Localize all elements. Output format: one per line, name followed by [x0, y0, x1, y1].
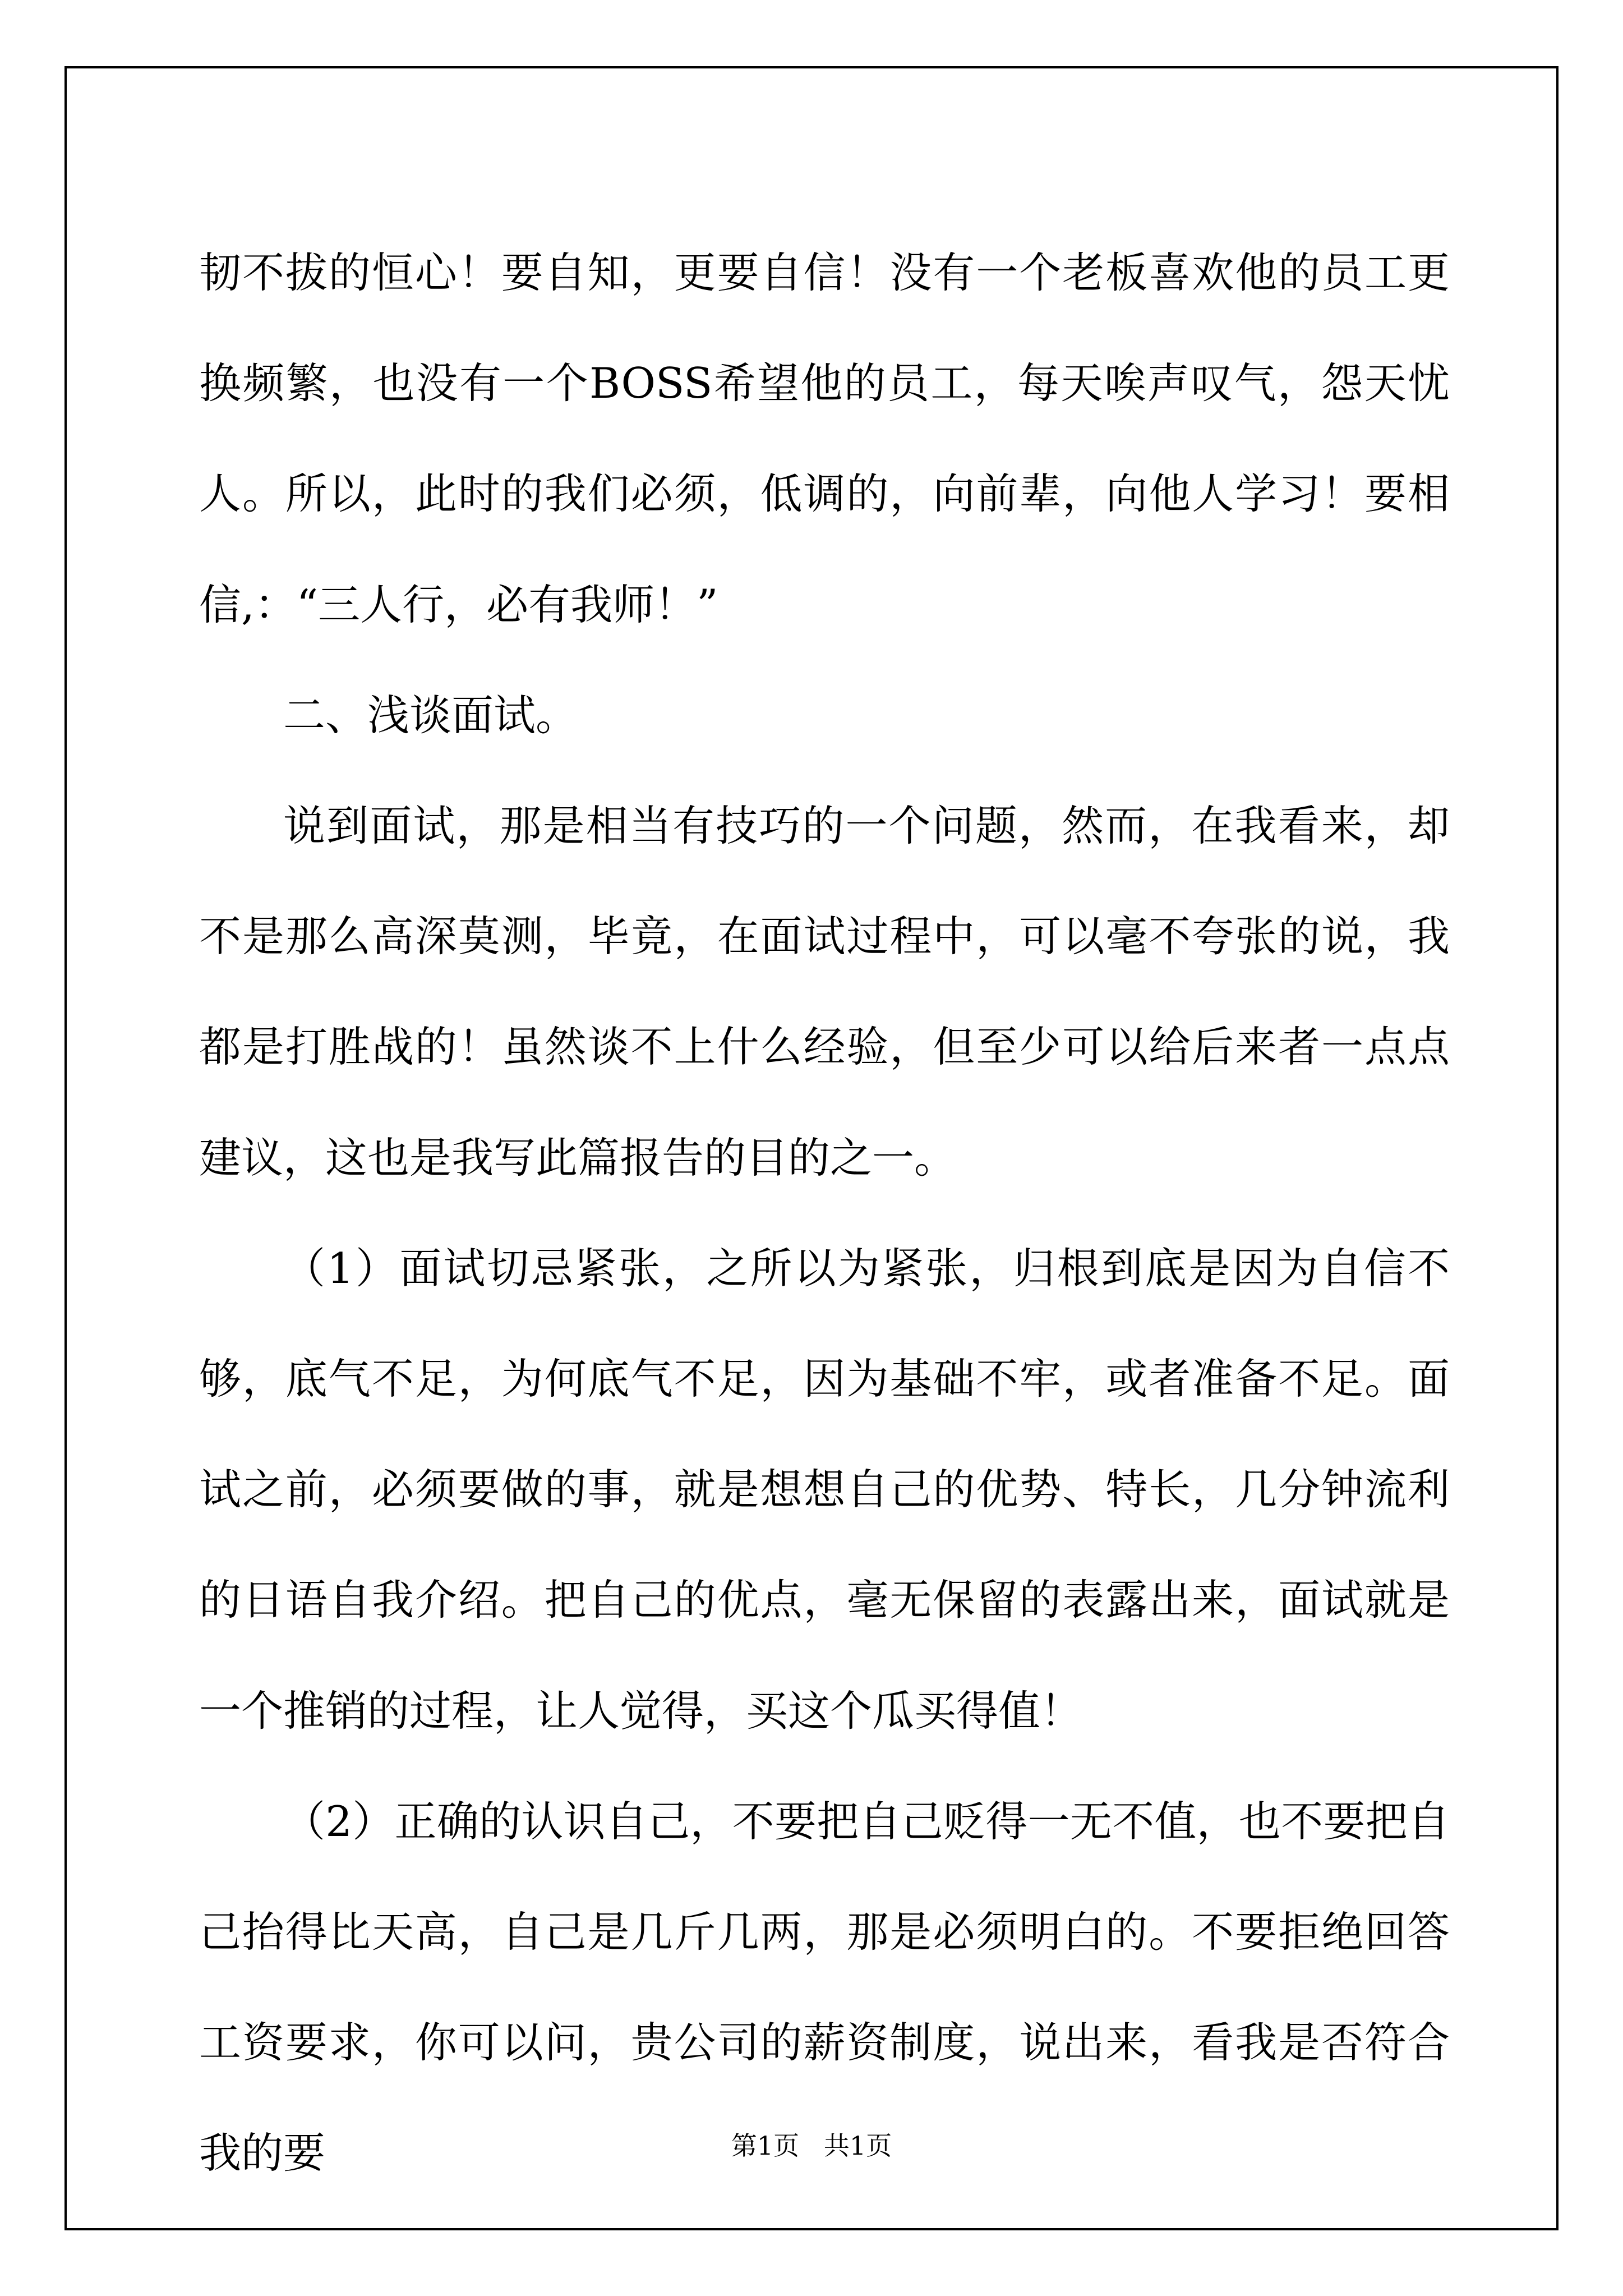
- document-body: [199, 218, 1450, 2209]
- paragraph-point-1: （1）面试切忌紧张，之所以为紧张，归根到底是因为自信不够，底气不足，为何底气不足，因为基础不牢，或者准备不足。面试之前，必须要做的事，就是想想自己的优势、特长，几分钟流利的日语自我介绍。把自己的优点，毫无保留的表露出来，面试就是一个推销的过程，让人觉得，买这个瓜买得值！: [199, 1243, 1450, 1736]
- section-heading: 二、浅谈面试。: [283, 690, 578, 740]
- paragraph-interview-intro: 说到面试，那是相当有技巧的一个问题，然而，在我看来，却不是那么高深莫测，毕竟，在面试过程中，可以毫不夸张的说，我都是打胜战的！虽然谈不上什么经验，但至少可以给后来者一点点建议，这也是我写此篇报告的目的之一。: [199, 801, 1450, 1182]
- paragraph-point-2: （2）正确的认识自己，不要把自己贬得一无不值，也不要把自己抬得比天高，自己是几斤几两，那是必须明白的。不要拒绝回答工资要求，你可以问，贵公司的薪资制度，说出来，看我是否符合我的要: [199, 1796, 1450, 2178]
- paragraph-continuation: 韧不拔的恒心！要自知，更要自信！没有一个老板喜欢他的员工更换频繁，也没有一个BOSS希望他的员工，每天唉声叹气，怨天忧人。所以，此时的我们必须，低调的，向前辈，向他人学习！要相信,：“三人行，必有我师！”: [199, 248, 1450, 629]
- page-footer: 第1页 共1页: [731, 2131, 892, 2161]
